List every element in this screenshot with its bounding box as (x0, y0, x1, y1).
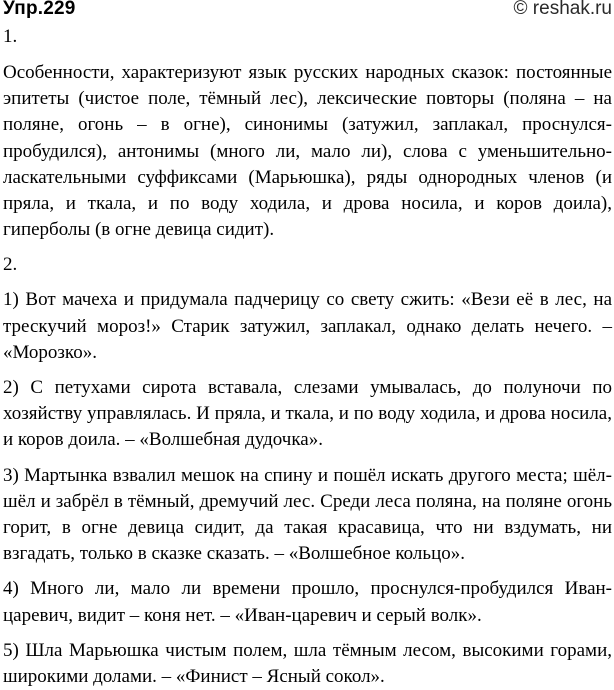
example-item-2: 2) С петухами сирота вставала, слезами умывалась, до полуночи по хозяйству управлялась. И пряла, и ткала, и по воду ходила, и дрова носила, и коров доила. – «Волшебная дудочка». (3, 377, 612, 451)
site-watermark: © reshak.ru (513, 0, 612, 19)
part-2-number: 2. (3, 254, 18, 276)
part-1-number: 1. (3, 26, 18, 47)
exercise-title: Упр.229 (3, 0, 76, 19)
example-item-4: 4) Много ли, мало ли времени прошло, проснулся-пробудился Иван-царевич, видит – коня нет. – «Иван-царевич и серый волк». (3, 578, 612, 626)
example-item-1: 1) Вот мачеха и придумала падчерицу со свету сжить: «Вези её в лес, на трескучий мороз!» Старик затужил, заплакал, однако делать нечего. – «Морозко». (3, 289, 612, 363)
part-1-text: Особенности, характеризуют язык русских народных сказок: постоянные эпитеты (чистое поле, тёмный лес), лексические повторы (поляна – на поляне, огонь – в огне), синонимы (затужил, заплакал, проснулся-пробудился), антонимы (много ли, мало ли), слова с уменьшительно-ласкательными суффиксами (Марьюшка), ряды однородных членов (и пряла, и ткала, и по воду ходила, и дрова носила, и коров доила), гиперболы (в огне девица сидит). (3, 62, 612, 241)
exercise-page (3, 0, 612, 690)
example-item-5: 5) Шла Марьюшка чистым полем, шла тёмным лесом, высокими горами, широкими долами. – «Финист – Ясный сокол». (3, 639, 612, 688)
page-header (3, 0, 612, 24)
example-item-3: 3) Мартынка взвалил мешок на спину и пошёл искать другого места; шёл-шёл и забрёл в тёмный, дремучий лес. Среди леса поляна, на поляне огонь горит, в огне девица сидит, да такая красавица, что ни вздумать, ни взгадать, только в сказке сказать. – «Волшебное кольцо». (3, 464, 612, 565)
